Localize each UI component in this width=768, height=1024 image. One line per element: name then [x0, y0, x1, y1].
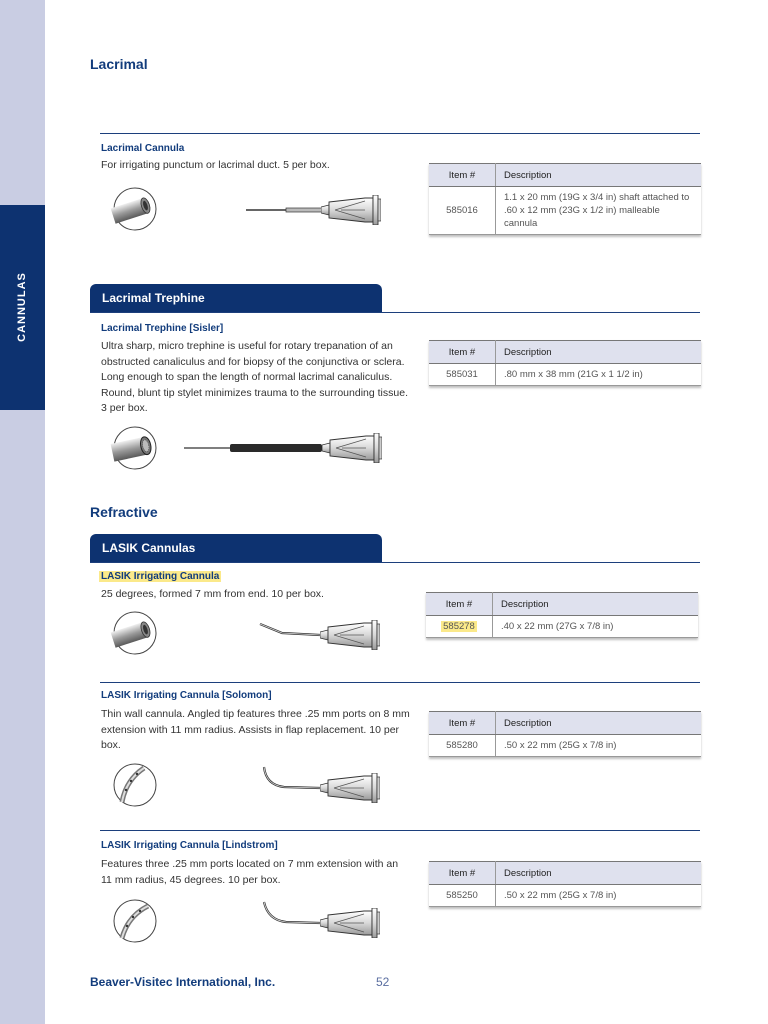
cannula-image	[258, 900, 380, 938]
item-code: 585280	[429, 735, 496, 757]
divider	[100, 682, 700, 683]
item-code: 585016	[429, 187, 496, 235]
product-title: LASIK Irrigating Cannula [Solomon]	[101, 690, 272, 701]
spec-table	[429, 711, 701, 757]
col-item: Item #	[426, 593, 493, 616]
divider	[90, 562, 700, 563]
page-number: 52	[376, 975, 390, 989]
divider	[100, 830, 700, 831]
col-item: Item #	[429, 862, 496, 885]
spec-table	[429, 340, 701, 386]
spec-text: .50 x 22 mm (25G x 7/8 in)	[496, 885, 702, 907]
spec-text: .40 x 22 mm (27G x 7/8 in)	[493, 616, 699, 638]
product-description: For irrigating punctum or lacrimal duct. 5 per box.	[101, 159, 330, 171]
category-bar	[90, 534, 382, 562]
col-item: Item #	[429, 164, 496, 187]
product-description: 25 degrees, formed 7 mm from end. 10 per box.	[101, 588, 324, 600]
table-row	[429, 735, 701, 757]
product-description: Thin wall cannula. Angled tip features three .25 mm ports on 8 mm extension with 11 mm radius. Assists in flap replacement. 10 per box.	[101, 708, 410, 751]
table-row	[429, 187, 701, 235]
spec-text: .60 x 12 mm (23G x 1/2 in) malleable cannula	[504, 205, 660, 229]
product-description: Features three .25 mm ports located on 7 mm extension with an 11 mm radius, 45 degrees. 10 per box.	[101, 858, 399, 886]
tip-closeup-image	[110, 610, 160, 656]
section-heading-refractive: Refractive	[90, 504, 158, 520]
trephine-image	[184, 433, 382, 463]
tip-closeup-image	[110, 425, 160, 471]
product-description: Ultra sharp, micro trephine is useful for rotary trepanation of an obstructed canaliculus and for biopsy of the conjunctiva or sclera. Long enough to span the length of normal lacrimal canaliculus. Round, blunt tip stylet minimizes trauma to the surrounding tissue. 3 per box.	[101, 340, 408, 414]
col-description: Description	[496, 712, 702, 735]
spec-text: .80 mm x 38 mm (21G x 1 1/2 in)	[496, 364, 702, 386]
col-description: Description	[496, 341, 702, 364]
product-title: Lacrimal Trephine [Sisler]	[101, 323, 224, 334]
tip-closeup-image	[110, 186, 160, 232]
item-code: 585250	[429, 885, 496, 907]
footer-company: Beaver-Visitec International, Inc.	[90, 975, 276, 989]
item-code: 585031	[429, 364, 496, 386]
product-title: LASIK Irrigating Cannula	[101, 571, 220, 582]
section-tab-label: CANNULAS	[16, 272, 28, 342]
side-strip	[0, 0, 45, 1024]
product-title: LASIK Irrigating Cannula [Lindstrom]	[101, 840, 278, 851]
spec-text: 1.1 x 20 mm (19G x 3/4 in) shaft attached to	[504, 192, 690, 203]
col-description: Description	[496, 862, 702, 885]
item-code: 585278	[443, 621, 475, 632]
cannula-image	[258, 620, 380, 650]
spec-table	[426, 592, 698, 638]
divider	[100, 133, 700, 134]
table-row	[429, 364, 701, 386]
divider	[90, 312, 700, 313]
spec-table	[429, 861, 701, 907]
category-bar	[90, 284, 382, 312]
category-bar-label: LASIK Cannulas	[102, 541, 196, 555]
cannula-image	[246, 195, 381, 225]
tip-closeup-image	[110, 762, 160, 808]
col-item: Item #	[429, 712, 496, 735]
section-tab	[0, 205, 45, 410]
col-description: Description	[493, 593, 699, 616]
cannula-image	[258, 765, 380, 803]
spec-text: .50 x 22 mm (25G x 7/8 in)	[496, 735, 702, 757]
col-item: Item #	[429, 341, 496, 364]
table-row	[426, 616, 698, 638]
section-heading-lacrimal: Lacrimal	[90, 56, 148, 72]
product-title: Lacrimal Cannula	[101, 143, 185, 154]
spec-table	[429, 163, 701, 235]
category-bar-label: Lacrimal Trephine	[102, 291, 205, 305]
table-row	[429, 885, 701, 907]
tip-closeup-image	[110, 898, 160, 944]
col-description: Description	[496, 164, 702, 187]
